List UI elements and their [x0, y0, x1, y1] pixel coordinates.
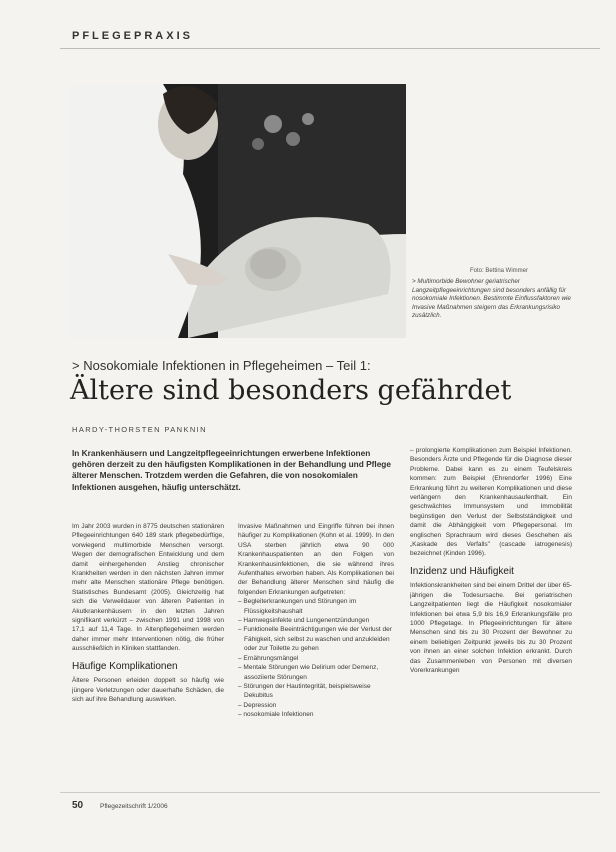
list-item: – Harnwegsinfekte und Lungenentzündungen	[238, 617, 370, 625]
list-item: – Depression	[238, 701, 277, 709]
body-paragraph: Im Jahr 2003 wurden in 8775 deutschen stationären Pflegeeinrichtungen 640 189 stark pflegebedürftige, vorwiegend multimorbide Menschen versorgt. Wegen der demografischen Entwicklung und dem damit einhergehenden Anstieg chronischer Krankheiten werden in den nächsten Jahren immer mehr alte Menschen stationäre Pflege benötigen. Statistisches Bundesamt (2005). Gleichzeitig hat sich die Verweildauer von älteren Patienten in Akutkrankenhäusern in den letzten Jahren signifikant verkürzt – zwischen 1991 und 1998 von 17,1 auf 11,4 Tage. In Altenpflegeheimen werden daher immer mehr Interventionen nötig, die früher ausschließlich in Kliniken stattfanden.	[72, 523, 224, 653]
list-item: – Mentale Störungen wie Delirium oder Demenz, assoziierte Störungen	[238, 664, 379, 681]
article-photo	[68, 84, 406, 338]
article-kicker: > Nosokomiale Infektionen in Pflegeheimen – Teil 1:	[72, 358, 371, 373]
journal-name: Pflegezeitschrift 1/2006	[100, 803, 168, 810]
body-paragraph: Infektionskrankheiten sind bei einem Drittel der über 65-jährigen die Todesursache. Bei geriatrischen Langzeitpatienten liegt die Häufigkeit nosokomialer Infektionen bei etwa 5,9 bis 16,9 Erkrankungsfälle pro 1000 Pflegetage. In Pflegeeinrichtungen für ältere Menschen sind bis zu 30 Prozent der Bewohner zu einem beliebigen Zeitpunkt jeweils bis zu 30 Prozent von ihnen an einer solchen Infektion erkrankt. Durch das Zusammenleben von Personen mit diversen Vorerkrankungen	[410, 582, 572, 674]
text-column-1	[72, 522, 224, 782]
page-number: 50	[72, 800, 84, 811]
photo-nurse-patient	[68, 84, 406, 338]
photo-credit: Foto: Bettina Wimmer	[470, 268, 529, 274]
list-item: – nosokomiale Infektionen	[238, 711, 314, 719]
text-column-3	[410, 446, 572, 784]
body-paragraph: – prolongierte Komplikationen zum Beispiel Infektionen. Besonders Ärzte und Pflegende für die Diagnose dieser Probleme. Dabei kann es zu einem Teufelskreis kommen: zum Beispiel (Ehrendorfer 1996) Eine Erkrankung führt zu weiteren Komplikationen und diese verlängern den Krankenhausaufenthalt. Ein geschwächtes Immunsystem und Immobilität begünstigen den Verlust der Selbstständigkeit und damit die Abhängigkeit vom Pflegepersonal. Im englischen Sprachraum wird dieses Geschehen als „Kaskade des Verfalls" (cascade iatrogenesis) bezeichnet (Kinden 1996).	[410, 447, 572, 558]
complication-list	[238, 597, 394, 719]
body-paragraph: Invasive Maßnahmen und Eingriffe führen bei ihnen häufiger zu Komplikationen (Kohn et al. 1999). In den USA sterben jährlich etwa 90 000 Krankenhauspatienten an den Folgen von Krankenhausinfektionen, die sie während ihres Aufenthaltes erworben haben. Als Komplikationen bei der Behandlung älterer Menschen sind häufig die folgenden Erkrankungen aufgetreten:	[238, 523, 394, 596]
top-divider	[60, 48, 600, 49]
subheading: Inzidenz und Häufigkeit	[410, 565, 514, 577]
subheading: Häufige Komplikationen	[72, 660, 178, 672]
article-lead: In Krankenhäusern und Langzeitpflegeeinrichtungen erwerbene Infektionen gehören derzeit zu den häufigsten Komplikationen in der Behandlung und Pflege älterer Menschen. Trotzdem werden die Gefahren, die von nosokomialen Infektionen ausgehen, häufig unterschätzt.	[72, 448, 391, 492]
list-item: – Ernährungsmängel	[238, 654, 299, 662]
footer-divider	[60, 792, 600, 793]
list-item: – Störungen der Hautintegrität, beispielsweise Dekubitus	[238, 682, 371, 700]
list-item: – Funktionelle Beeinträchtigungen wie der Verlust der Fähigkeit, sich selbst zu waschen und anzukleiden oder zur Toilette zu gehen	[238, 626, 392, 653]
article-title: Ältere sind besonders gefährdet	[70, 375, 512, 406]
text-column-2	[238, 522, 394, 784]
section-label: PFLEGEPRAXIS	[72, 30, 193, 42]
list-item: – Begleiterkrankungen und Störungen im Flüssigkeitshaushalt	[238, 598, 357, 615]
body-paragraph: Ältere Personen erleiden doppelt so häufig wie jüngere Verletzungen oder dauerhafte Schäden, die sich auf ihre Behandlung auswirken.	[72, 677, 224, 703]
article-author: HARDY-THORSTEN PANKNIN	[72, 425, 207, 434]
photo-caption: > Multimorbide Bewohner geriatrischer Langzeitpflegeeinrichtungen sind besonders anfällig für nosokomiale Infektionen. Bestimmte Einflussfaktoren wie Invasive Maßnahmen steigern das Erkrankungsrisiko zusätzlich.	[412, 278, 571, 319]
